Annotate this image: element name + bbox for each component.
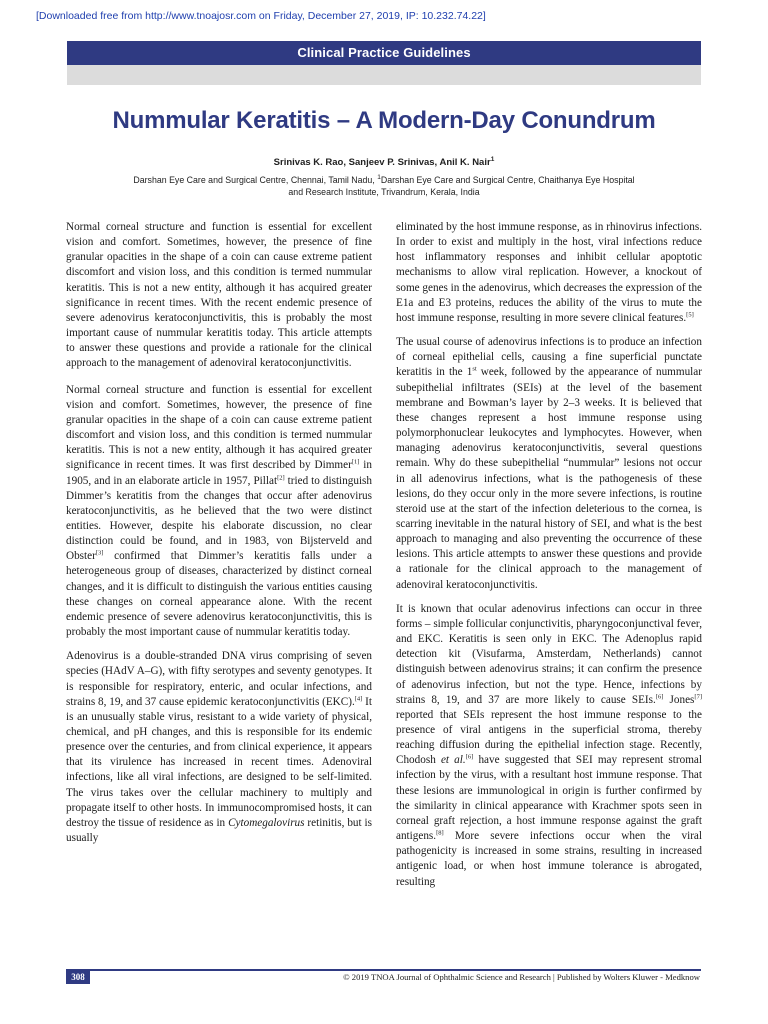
author-list xyxy=(67,157,701,168)
citation-ref[interactable]: [4] xyxy=(354,694,363,702)
download-notice[interactable]: [Downloaded free from http://www.tnoajosr.com on Friday, December 27, 2019, IP: 10.232.74.22] xyxy=(36,10,486,22)
text-run: week, followed by the appearance of nummular subepithelial infiltrates (SEIs) at the level of the basement membrane and Bowman’s layer by 2–3 weeks. It is believed that these changes represent a host immune response using polymorphonuclear leukocytes and lymphocytes. However, when managing adenovirus keratoconjunctivitis, several questions remain. Why do these subepithelial “nummular” lesions not occur in all adenovirus infections, what is the pathogenesis of these lesions, do they occur only in the more severe infections, is routine steroid use at the start of the infection deleterious to the cornea, is scarring inevitable in the natural history of SEI, and what is the best approach to managing and also preventing the occurrence of these lesions. This article attempts to answer these questions and provide a rationale for the clinical approach to the management of adenoviral keratoconjunctivitis. xyxy=(396,366,702,591)
immune-paragraph xyxy=(396,220,702,326)
left-column xyxy=(66,220,372,855)
text-run: in 1905, and in an elaborate article in 1957, Pillat xyxy=(66,459,373,487)
text-run: reported that SEIs represent the host immune response to the presence of viral antigens in the superficial stroma, thereby reaching diffusion during the epithelial infection stage. Recently, Chodosh xyxy=(396,708,702,767)
text-run: eliminated by the host immune response, as in rhinovirus infections. In order to exist and multiply in the host, viral infections reduce host inflammatory responses and inhibit cellular apoptotic mechanisms to allow viral replication. However, a knockout of some genes in the adenovirus, which decreases the expression of the E1a and E3 proteins, reduces the ability of the virus to mute the host immune response, resulting in more severe clinical features. xyxy=(396,221,703,324)
citation-ref[interactable]: [3] xyxy=(95,549,104,557)
ordinal-superscript: st xyxy=(472,365,477,373)
intro-paragraph xyxy=(66,383,372,641)
abstract-paragraph: Normal corneal structure and function is essential for excellent vision and comfort. Sometimes, however, the presence of fine granular opacities in the shape of a coin can cause extreme patient discomfort and vision loss, and this condition is termed nummular keratitis. This is not a new entity, although it has acquired greater significance in recent times. With the recent endemic presence of severe adenovirus keratoconjunctivitis, this is probably the most important cause of nummular keratitis today. This article attempts to answer these questions and provide a rationale for the clinical approach to the management of adenoviral keratoconjunctivitis. xyxy=(66,221,372,370)
affiliation-line-2: Darshan Eye Care and Surgical Centre, Chaithanya Eye Hospital xyxy=(380,175,635,185)
banner-band xyxy=(67,65,701,85)
text-run: Normal corneal structure and function is essential for excellent vision and comfort. Sometimes, however, the presence of fine granular opacities in the shape of a coin can cause extreme patient discomfort and vision loss, and this condition is termed nummular keratitis. This is not a new entity, although it has acquired greater significance in recent times. It was first described by Dimmer xyxy=(66,383,372,472)
forms-paragraph xyxy=(396,602,702,890)
citation-ref[interactable]: [5] xyxy=(686,311,694,319)
article-title: Nummular Keratitis – A Modern-Day Conundrum xyxy=(112,107,656,134)
affiliation-superscript: 1 xyxy=(377,174,381,182)
citation-ref[interactable]: [6] xyxy=(465,753,474,761)
affiliation-line-1: Darshan Eye Care and Surgical Centre, Chennai, Tamil Nadu, xyxy=(133,175,378,185)
text-run: Jones xyxy=(663,693,695,706)
text-run: The usual course of adenovirus infections is to produce an infection of corneal epithelial cells, causing a fine superficial punctate keratitis in the 1 xyxy=(396,336,702,379)
right-column xyxy=(396,220,702,899)
text-run: Adenovirus is a double-stranded DNA virus comprising of seven species (HAdV A–G), with fifty serotypes and seventy genotypes. It is responsible for respiratory, enteric, and ocular infections, and strains 8, 19, and 37 cause epidemic keratoconjunctivitis (EKC). xyxy=(66,650,372,708)
text-run: It is an unusually stable virus, resistant to a wide variety of physical, chemical, and pH changes, and this is responsible for its endemic presence over the centuries, and from clinical experience, it appears that its virulence has increased in recent times. Adenoviral infections, like all viral infections, are designed to be self-limited. The virus takes over the cellular machinery to multiply and propagate itself to other hosts. In immunocompromised hosts, it can destroy the tissue of residence as in xyxy=(66,695,372,829)
text-run: have suggested that SEI may represent stromal infection by the virus, with a resultant host immune response. That these lesions are immunological in origin is further confirmed by the similarity in clinical appearance with Krachmer spots seen in corneal graft rejection, a host immune response against the graft antigens. xyxy=(396,754,702,843)
text-run: tried to distinguish Dimmer’s keratitis from the changes that occur after adenovirus keratoconjunctivitis, as he believed that the two were distinct entities. However, despite his elaborate discussion, no clear distinction could be found, and in 1983, von Bijsterveld and Obster xyxy=(66,474,373,563)
text-run: It is known that ocular adenovirus infections can occur in three forms – simple follicular conjunctivitis, pharyngoconjunctival fever, and EKC. Keratitis is seen only in EKC. The Adenoplus rapid detection kit (Visufarma, Amsterdam, Netherlands) cannot distinguish between adenovirus strains; it can confirm the presence of adenovirus infection, but not the type. Hence, infections by strains 8, 19, and 37 are more likely to cause SEIs. xyxy=(396,602,702,706)
citation-ref[interactable]: [7] xyxy=(694,692,702,700)
authors-superscript: 1 xyxy=(490,155,495,163)
citation-ref[interactable]: [8] xyxy=(436,829,444,837)
text-run: More severe infections occur when the viral pathogenicity is increased in some strains, resulting in increased antigenic load, or when host immune tolerance is abrogated, resulting xyxy=(396,830,702,888)
affiliations xyxy=(130,174,638,198)
course-paragraph xyxy=(396,335,702,593)
citation-ref[interactable]: [6] xyxy=(655,692,664,700)
text-run: retinitis, but is usually xyxy=(66,816,372,845)
footer-copyright: © 2019 TNOA Journal of Ophthalmic Science and Research | Published by Wolters Kluwer - Medknow xyxy=(343,972,700,982)
italic-term: Cytomegalovirus xyxy=(228,816,305,829)
page-number: 308 xyxy=(66,971,90,984)
text-run: confirmed that Dimmer’s keratitis falls under a heterogeneous group of diseases, characterized by distinct corneal changes, and it is difficult to distinguish the various entities causing these changes on corneal appearance alone. With the recent endemic presence of severe adenovirus keratoconjunctivitis, this is probably the most important cause of nummular keratitis today. xyxy=(66,550,372,639)
citation-ref[interactable]: [1] xyxy=(351,458,360,466)
affiliation-line-3: and Research Institute, Trivandrum, Kerala, India xyxy=(288,187,480,197)
adenovirus-paragraph xyxy=(66,649,372,846)
authors-text: Srinivas K. Rao, Sanjeev P. Srinivas, Anil K. Nair xyxy=(273,157,491,168)
footer-rule xyxy=(66,969,701,971)
citation-ref[interactable]: [2] xyxy=(277,473,285,481)
section-banner: Clinical Practice Guidelines xyxy=(67,41,701,65)
italic-term: et al. xyxy=(440,754,466,767)
